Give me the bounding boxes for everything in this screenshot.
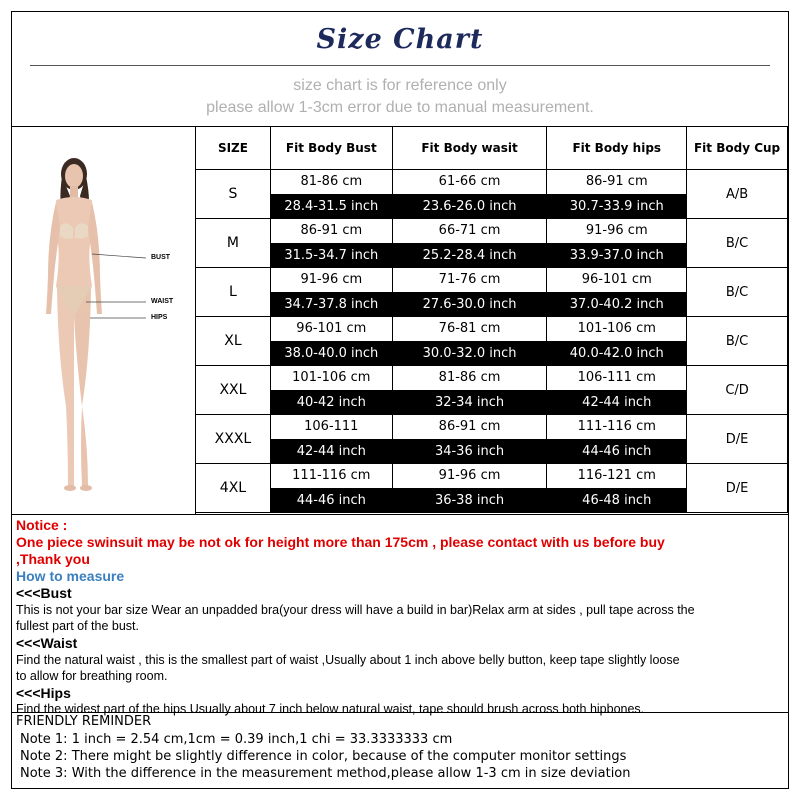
bust-text-2: fullest part of the bust. (16, 619, 139, 633)
table-row (196, 366, 788, 391)
waist-inch-cell: 34-36 inch (392, 439, 547, 464)
table-row (196, 317, 788, 342)
notice-thanks: ,Thank you (16, 551, 90, 567)
size-cell: XXXL (196, 415, 271, 464)
friendly-reminder (12, 712, 788, 788)
cup-cell: B/C (687, 268, 788, 317)
cup-cell: D/E (687, 464, 788, 513)
waist-cm-cell: 91-96 cm (392, 464, 547, 489)
waist-text-2: to allow for breathing room. (16, 669, 168, 683)
bust-inch-cell: 40-42 inch (270, 390, 392, 415)
reminder-heading: FRIENDLY REMINDER (16, 714, 152, 729)
waist-label: WAIST (151, 298, 174, 305)
bust-inch-cell: 38.0-40.0 inch (270, 341, 392, 366)
hips-inch-cell: 42-44 inch (547, 390, 687, 415)
hips-inch-cell: 46-48 inch (547, 488, 687, 513)
waist-inch-cell: 30.0-32.0 inch (392, 341, 547, 366)
table-row (196, 268, 788, 293)
how-to-measure-heading: How to measure (16, 568, 125, 584)
size-cell: XL (196, 317, 271, 366)
subtitle-reference: size chart is for reference only (293, 77, 507, 94)
hips-cm-cell: 86-91 cm (547, 170, 687, 195)
header-size: SIZE (196, 127, 271, 170)
waist-cm-cell: 81-86 cm (392, 366, 547, 391)
hips-cm-cell: 106-111 cm (547, 366, 687, 391)
hips-cm-cell: 91-96 cm (547, 219, 687, 244)
hips-text: Find the widest part of the hips Usually about 7 inch below natural waist, tape should brush across both hipbones. (16, 702, 645, 716)
bust-cm-cell: 96-101 cm (270, 317, 392, 342)
waist-heading: <<<Waist (16, 635, 78, 651)
bust-label: BUST (151, 254, 171, 261)
waist-cm-cell: 61-66 cm (392, 170, 547, 195)
header (12, 12, 788, 127)
hips-cm-cell: 101-106 cm (547, 317, 687, 342)
waist-inch-cell: 32-34 inch (392, 390, 547, 415)
reminder-note-3: Note 3: With the difference in the measurement method,please allow 1-3 cm in size deviation (20, 766, 631, 781)
reminder-note-1: Note 1: 1 inch = 2.54 cm,1cm = 0.39 inch,1 chi = 33.3333333 cm (20, 732, 453, 747)
notes-section (12, 514, 788, 716)
size-cell: 4XL (196, 464, 271, 513)
hips-label: HIPS (151, 314, 168, 321)
hips-cm-cell: 116-121 cm (547, 464, 687, 489)
bust-cm-cell: 86-91 cm (270, 219, 392, 244)
hips-cm-cell: 96-101 cm (547, 268, 687, 293)
waist-cm-cell: 66-71 cm (392, 219, 547, 244)
page-title: Size Chart (316, 24, 484, 55)
waist-inch-cell: 25.2-28.4 inch (392, 243, 547, 268)
size-cell: S (196, 170, 271, 219)
bust-inch-cell: 34.7-37.8 inch (270, 292, 392, 317)
size-table (195, 126, 788, 513)
notice-text: One piece swinsuit may be not ok for height more than 175cm , please contact with us before buy (16, 534, 665, 550)
waist-cm-cell: 86-91 cm (392, 415, 547, 440)
size-cell: M (196, 219, 271, 268)
hips-inch-cell: 33.9-37.0 inch (547, 243, 687, 268)
bust-cm-cell: 106-111 (270, 415, 392, 440)
hips-inch-cell: 40.0-42.0 inch (547, 341, 687, 366)
waist-cm-cell: 71-76 cm (392, 268, 547, 293)
cup-cell: B/C (687, 317, 788, 366)
waist-inch-cell: 23.6-26.0 inch (392, 194, 547, 219)
bust-inch-cell: 28.4-31.5 inch (270, 194, 392, 219)
bust-cm-cell: 111-116 cm (270, 464, 392, 489)
hips-heading: <<<Hips (16, 685, 71, 701)
title-divider (30, 65, 770, 66)
hips-cm-cell: 111-116 cm (547, 415, 687, 440)
size-chart-frame (11, 11, 789, 789)
reminder-note-2: Note 2: There might be slightly difference in color, because of the computer monitor settings (20, 749, 627, 764)
header-hips: Fit Body hips (547, 127, 687, 170)
subtitle-error: please allow 1-3cm error due to manual measurement. (206, 99, 594, 116)
bust-inch-cell: 42-44 inch (270, 439, 392, 464)
header-cup: Fit Body Cup (687, 127, 788, 170)
cup-cell: B/C (687, 219, 788, 268)
waist-inch-cell: 36-38 inch (392, 488, 547, 513)
table-row (196, 464, 788, 489)
waist-text-1: Find the natural waist , this is the smallest part of waist ,Usually about 1 inch above belly button, keep tape slightly loose (16, 653, 680, 667)
hips-inch-cell: 37.0-40.2 inch (547, 292, 687, 317)
model-photo (12, 126, 195, 514)
bust-inch-cell: 44-46 inch (270, 488, 392, 513)
bust-inch-cell: 31.5-34.7 inch (270, 243, 392, 268)
bust-text-1: This is not your bar size Wear an unpadded bra(your dress will have a build in bar)Relax arm at sides , pull tape across the (16, 603, 695, 617)
size-cell: XXL (196, 366, 271, 415)
hips-inch-cell: 44-46 inch (547, 439, 687, 464)
table-row (196, 170, 788, 195)
table-header-row (196, 127, 788, 170)
bust-cm-cell: 101-106 cm (270, 366, 392, 391)
waist-cm-cell: 76-81 cm (392, 317, 547, 342)
notice-heading: Notice : (16, 517, 68, 533)
bust-cm-cell: 91-96 cm (270, 268, 392, 293)
hips-inch-cell: 30.7-33.9 inch (547, 194, 687, 219)
waist-inch-cell: 27.6-30.0 inch (392, 292, 547, 317)
size-cell: L (196, 268, 271, 317)
cup-cell: D/E (687, 415, 788, 464)
cup-cell: C/D (687, 366, 788, 415)
model-figure-cell (12, 126, 196, 514)
table-row (196, 219, 788, 244)
bust-cm-cell: 81-86 cm (270, 170, 392, 195)
header-bust: Fit Body Bust (270, 127, 392, 170)
cup-cell: A/B (687, 170, 788, 219)
header-waist: Fit Body wasit (392, 127, 547, 170)
bust-heading: <<<Bust (16, 585, 72, 601)
table-row (196, 415, 788, 440)
